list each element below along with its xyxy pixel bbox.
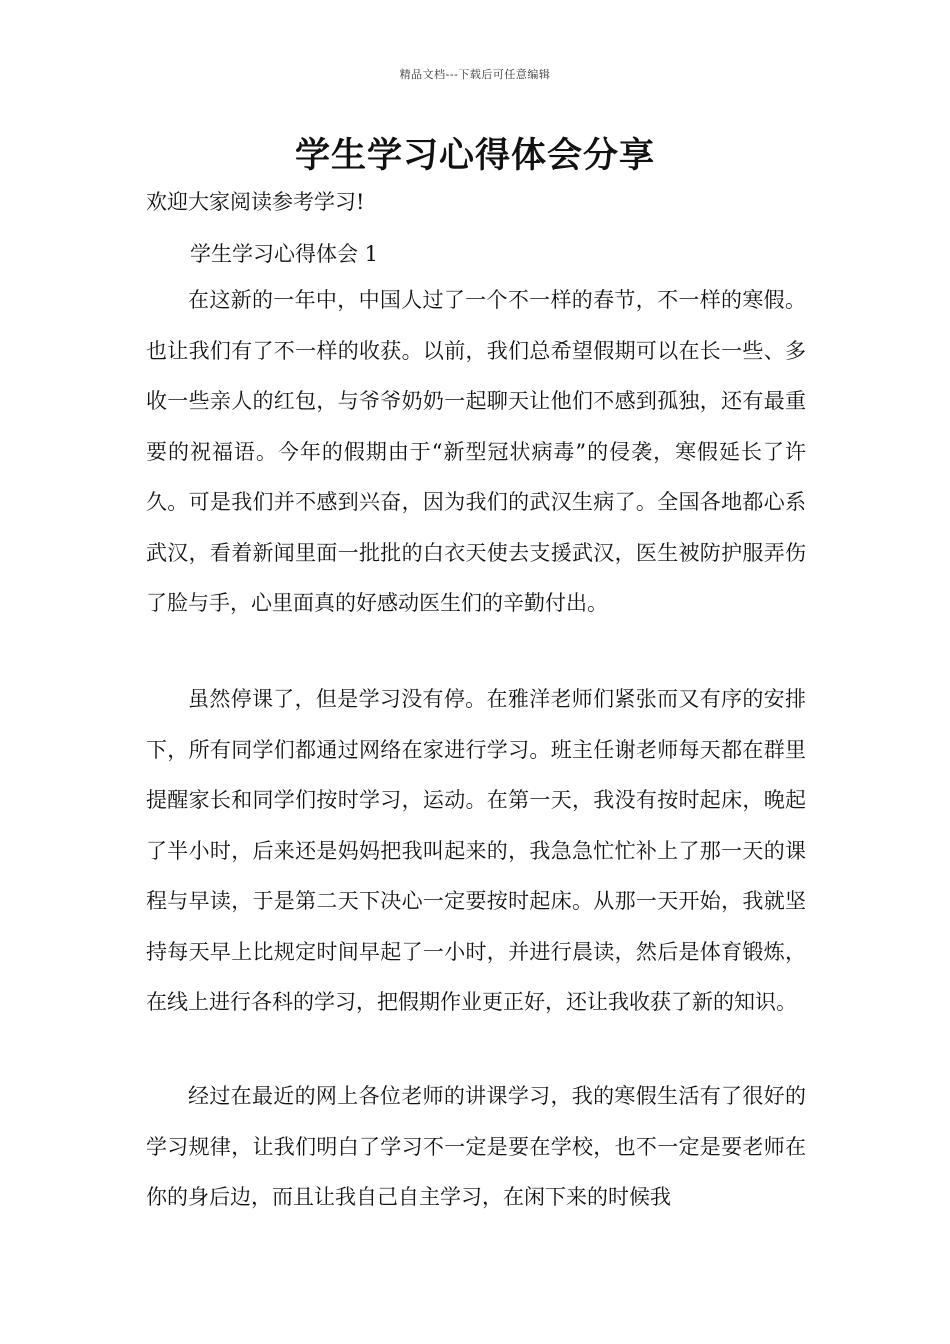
header-note: 精品文档---下载后可任意编辑: [399, 68, 551, 81]
body-paragraph-1: 在这新的一年中，中国人过了一个不一样的春节，不一样的寒假。也让我们有了不一样的收获。以前，我们总希望假期可以在长一些、多收一些亲人的红包，与爷爷奶奶一起聊天让他们不感到孤独，还有最重要的祝福语。今年的假期由于“新型冠状病毒”的侵袭，寒假延长了许久。可是我们并不感到兴奋，因为我们的武汉生病了。全国各地都心系武汉，看着新闻里面一批批的白衣天使去支援武汉，医生被防护服弄伤了脸与手，心里面真的好感动医生们的辛勤付出。: [146, 288, 806, 615]
intro-line: 欢迎大家阅读参考学习!: [146, 190, 365, 214]
document-title: 学生学习心得体会分享: [294, 135, 655, 176]
section-heading: 学生学习心得体会 1: [190, 242, 379, 266]
body-paragraph-3: 经过在最近的网上各位老师的讲课学习，我的寒假生活有了很好的学习规律，让我们明白了学习不一定是要在学校，也不一定是要老师在你的身后边，而且让我自己自主学习，在闲下来的时候我: [146, 1084, 806, 1209]
body-paragraph-2: 虽然停课了，但是学习没有停。在雅洋老师们紧张而又有序的安排下，所有同学们都通过网络在家进行学习。班主任谢老师每天都在群里提醒家长和同学们按时学习，运动。在第一天，我没有按时起床，晚起了半小时，后来还是妈妈把我叫起来的，我急急忙忙补上了那一天的课程与早读，于是第二天下决心一定要按时起床。从那一天开始，我就坚持每天早上比规定时间早起了一小时，并进行晨读，然后是体育锻炼，在线上进行各科的学习，把假期作业更正好，还让我收获了新的知识。: [146, 687, 806, 1014]
